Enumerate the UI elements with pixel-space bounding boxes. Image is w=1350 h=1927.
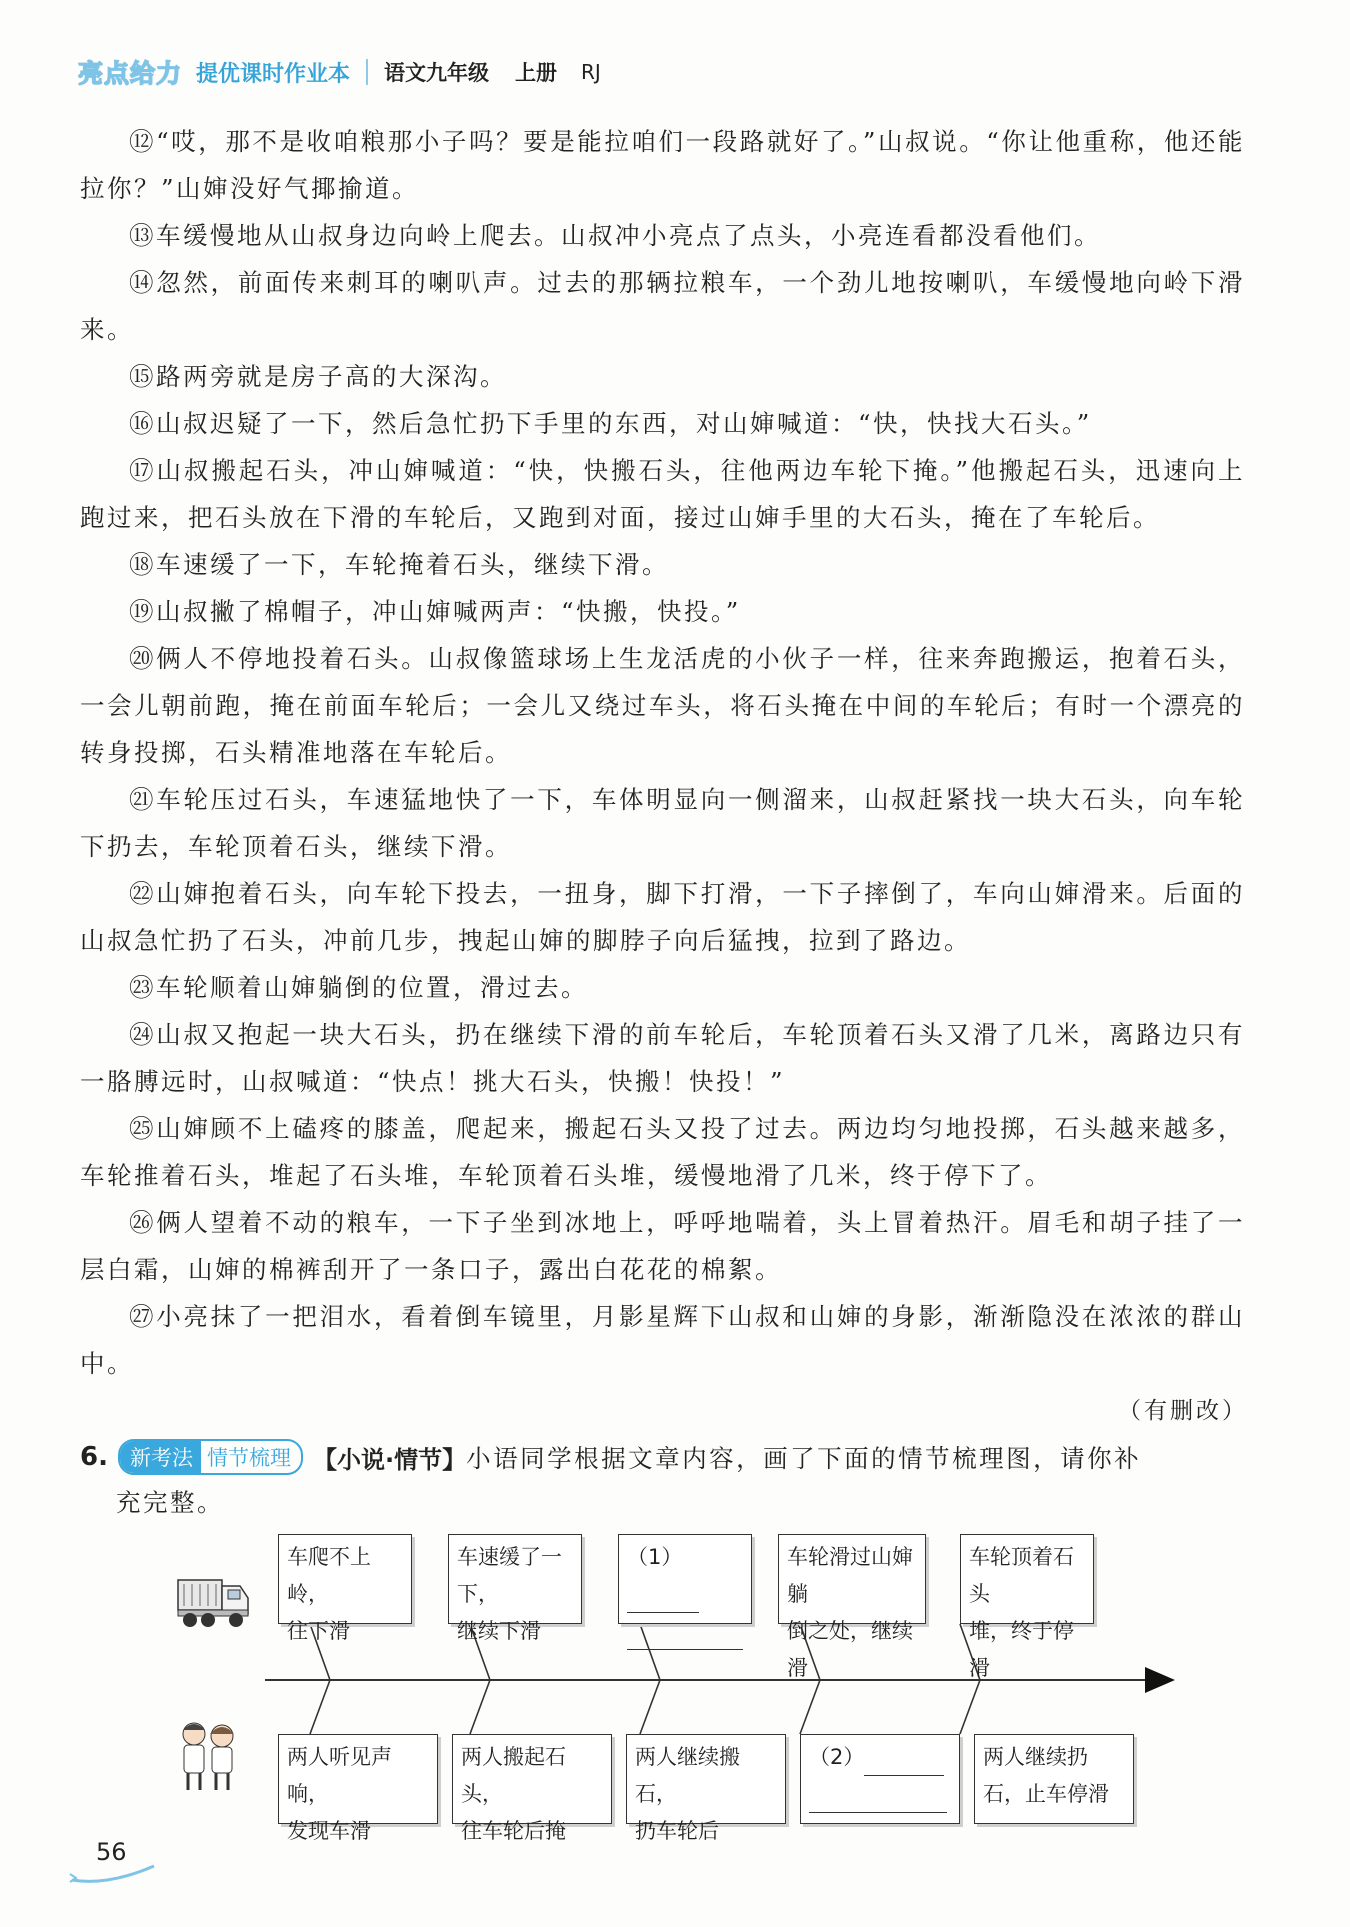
bottom-box-4-blank[interactable] xyxy=(800,1734,960,1824)
top-box-2 xyxy=(448,1534,582,1643)
volume-label: 上册 xyxy=(515,61,558,85)
top-box-4 xyxy=(778,1534,926,1680)
paragraph-25: ㉕山婶顾不上磕疼的膝盖，爬起来，搬起石头又投了过去。两边均匀地投掷，石头越来越多，车轮推着石头，堆起了石头堆，车轮顶着石头堆，缓慢地滑了几米，终于停下了。 xyxy=(80,1114,1245,1190)
bottom-box-1-line1: 两人听见声响， xyxy=(287,1745,392,1806)
bottom-box-3 xyxy=(626,1734,786,1843)
paragraph-22: ㉒山婶抱着石头，向车轮下投去，一扭身，脚下打滑，一下子摔倒了，车向山婶滑来。后面的山叔急忙扔了石头，冲前几步，拽起山婶的脚脖子向后猛拽，拉到了路边。 xyxy=(80,879,1245,955)
paragraph-23: ㉓车轮顺着山婶躺倒的位置，滑过去。 xyxy=(129,973,588,1002)
bottom-box-5-line2: 石，止车停滑 xyxy=(983,1782,1109,1806)
question-prompt-1: 小语同学根据文章内容，画了下面的情节梳理图，请你补 xyxy=(466,1443,1142,1473)
top-box-1-line1: 车爬不上岭， xyxy=(287,1545,371,1606)
source-note: （有删改） xyxy=(1118,1398,1248,1424)
top-box-5-line2: 堆，终于停滑 xyxy=(969,1619,1074,1680)
branch-bottom-1 xyxy=(310,1680,330,1734)
question-prompt-2: 充完整。 xyxy=(116,1488,224,1517)
question-tag xyxy=(118,1439,303,1475)
tag-new-method: 新考法 xyxy=(120,1441,201,1473)
paragraph-19: ⑲山叔撇了棉帽子，冲山婶喊两声：“快搬，快投。” xyxy=(129,597,741,626)
page-number: 56 xyxy=(96,1838,127,1866)
question-category: 【小说·情节】 xyxy=(312,1445,467,1474)
plot-fishbone-diagram xyxy=(170,1534,1180,1843)
top-box-5-line1: 车轮顶着石头 xyxy=(969,1545,1074,1606)
brand-logo: 亮点给力 xyxy=(78,59,183,88)
top-box-1 xyxy=(278,1534,412,1643)
blank-2-line-b[interactable] xyxy=(809,1786,947,1813)
paragraph-17: ⑰山叔搬起石头，冲山婶喊道：“快，快搬石头，往他两边车轮下掩。”他搬起石头，迅速向上跑过来，把石头放在下滑的车轮后，又跑到对面，接过山婶手里的大石头，掩在了车轮后。 xyxy=(80,456,1245,532)
bottom-box-2-line2: 往车轮后掩 xyxy=(461,1819,566,1843)
paragraph-18: ⑱车速缓了一下，车轮掩着石头，继续下滑。 xyxy=(129,550,669,579)
bottom-box-3-line1: 两人继续搬石， xyxy=(635,1745,740,1806)
branch-bottom-3 xyxy=(640,1680,660,1734)
paragraph-26: ㉖俩人望着不动的粮车，一下子坐到冰地上，呼呼地喘着，头上冒着热汗。眉毛和胡子挂了一层白霜，山婶的棉裤刮开了一条口子，露出白花花的棉絮。 xyxy=(80,1208,1245,1284)
page-swoosh-icon xyxy=(68,1860,158,1884)
question-6 xyxy=(80,1433,1250,1525)
top-box-2-line2: 继续下滑 xyxy=(457,1619,541,1643)
paragraph-21: ㉑车轮压过石头，车速猛地快了一下，车体明显向一侧溜来，山叔赶紧找一块大石头，向车轮下扔去，车轮顶着石头，继续下滑。 xyxy=(80,785,1245,861)
story-passage xyxy=(80,118,1245,1387)
blank-1-label: （1） xyxy=(627,1545,683,1569)
blank-1-line-b[interactable] xyxy=(627,1623,743,1650)
subject-label: 语文九年级 xyxy=(384,61,490,85)
paragraph-15: ⑮路两旁就是房子高的大深沟。 xyxy=(129,362,507,391)
page-header xyxy=(78,52,601,92)
bottom-box-5 xyxy=(974,1734,1134,1824)
branch-bottom-2 xyxy=(470,1680,490,1734)
paragraph-27: ㉗小亮抹了一把泪水，看着倒车镜里，月影星辉下山叔和山婶的身影，渐渐隐没在浓浓的群山中。 xyxy=(80,1302,1245,1378)
bottom-box-3-line2: 扔车轮后 xyxy=(635,1819,719,1843)
top-box-4-line2: 倒之处，继续滑 xyxy=(787,1619,913,1680)
question-number: 6. xyxy=(80,1442,108,1472)
axis-arrow-icon xyxy=(1145,1667,1175,1693)
bottom-box-5-line1: 两人继续扔 xyxy=(983,1745,1088,1769)
paragraph-20: ⑳俩人不停地投着石头。山叔像篮球场上生龙活虎的小伙子一样，往来奔跑搬运，抱着石头，一会儿朝前跑，掩在前面车轮后；一会儿又绕过车头，将石头掩在中间的车轮后；有时一个漂亮的转身投掷，石头精准地落在车轮后。 xyxy=(80,644,1245,767)
paragraph-12: ⑫“哎，那不是收咱粮那小子吗？要是能拉咱们一段路就好了。”山叔说。“你让他重称，他还能拉你？”山婶没好气揶揄道。 xyxy=(80,127,1245,203)
top-box-1-line2: 往下滑 xyxy=(287,1619,350,1643)
blank-2-line-a[interactable] xyxy=(864,1749,944,1776)
series-title: 提优课时作业本 xyxy=(196,61,351,87)
truck-icon xyxy=(178,1580,248,1627)
bottom-box-2-line1: 两人搬起石头， xyxy=(461,1745,566,1806)
paragraph-14: ⑭忽然，前面传来刺耳的喇叭声。过去的那辆拉粮车，一个劲儿地按喇叭，车缓慢地向岭下滑来。 xyxy=(80,268,1245,344)
paragraph-16: ⑯山叔迟疑了一下，然后急忙扔下手里的东西，对山婶喊道：“快，快找大石头。” xyxy=(129,409,1092,438)
bottom-box-2 xyxy=(452,1734,612,1843)
top-box-4-line1: 车轮滑过山婶躺 xyxy=(787,1545,913,1606)
bottom-box-1-line2: 发现车滑 xyxy=(287,1819,371,1843)
branch-bottom-4 xyxy=(800,1680,820,1734)
blank-1-line-a[interactable] xyxy=(627,1586,699,1613)
paragraph-24: ㉔山叔又抱起一块大石头，扔在继续下滑的前车轮后，车轮顶着石头又滑了几米，离路边只有一胳膊远时，山叔喊道：“快点！挑大石头，快搬！快投！” xyxy=(80,1020,1245,1096)
branch-bottom-5 xyxy=(960,1680,980,1734)
bottom-box-1 xyxy=(278,1734,438,1843)
paragraph-13: ⑬车缓慢地从山叔身边向岭上爬去。山叔冲小亮点了点头，小亮连看都没看他们。 xyxy=(129,221,1101,250)
top-box-2-line1: 车速缓了一下， xyxy=(457,1545,562,1606)
header-divider xyxy=(366,59,368,85)
tag-plot-sorting: 情节梳理 xyxy=(206,1446,291,1470)
top-box-5 xyxy=(960,1534,1094,1680)
couple-icon xyxy=(183,1723,234,1790)
blank-2-label: （2） xyxy=(809,1745,865,1769)
edition-label: RJ xyxy=(581,60,601,84)
top-box-3-blank[interactable] xyxy=(618,1534,752,1624)
